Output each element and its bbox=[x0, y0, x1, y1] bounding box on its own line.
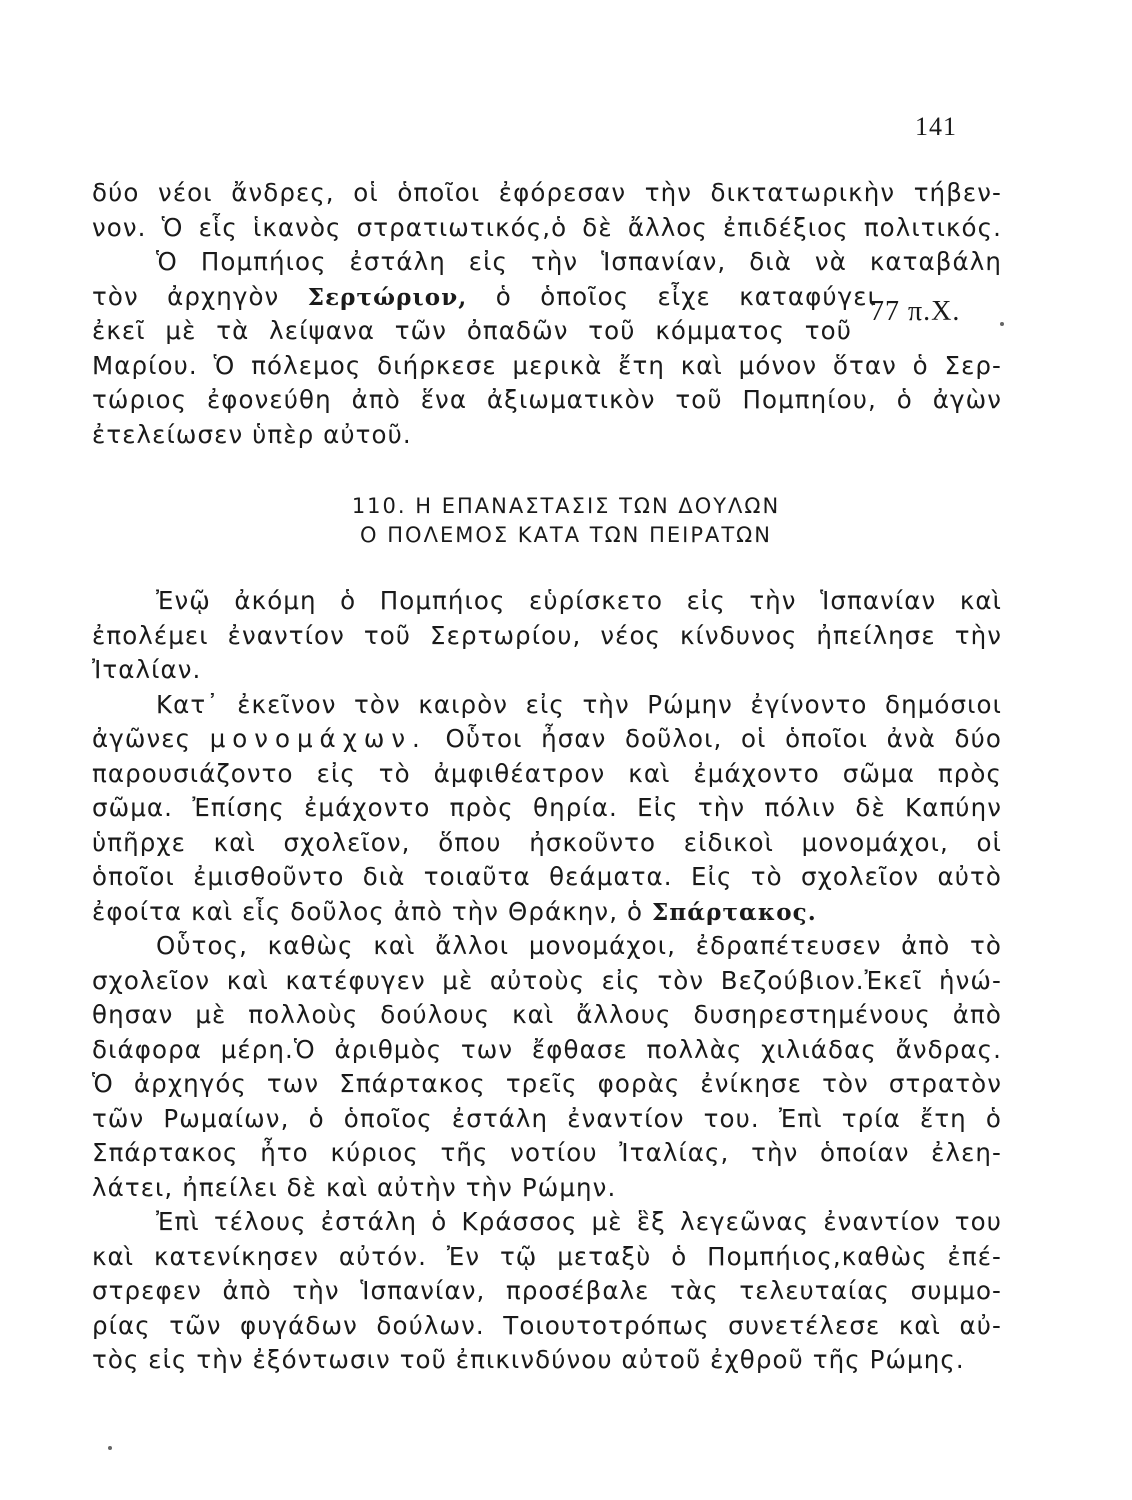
text-line: Μαρίου. Ὁ πόλεμος διήρκεσε μερικὰ ἔτη καὶ μόνον ὅταν ὁ Σερ- bbox=[92, 350, 1002, 380]
text-line: στρεφεν ἀπὸ τὴν Ἱσπανίαν, προσέβαλε τὰς τελευταίας συμμο- bbox=[92, 1276, 1002, 1305]
text-line: ὁποῖοι ἐμισθοῦντο διὰ τοιαῦτα θεάματα. Εἰς τὸ σχολεῖον αὐτὸ bbox=[92, 862, 1002, 891]
text-line: Ἰταλίαν. bbox=[92, 655, 202, 684]
text-fragment: ὁ ὁποῖος εἶχε καταφύγει bbox=[495, 281, 878, 311]
text-line: ἐπολέμει ἐναντίον τοῦ Σερτωρίου, νέος κίνδυνος ἠπείλησε τὴν bbox=[92, 620, 1002, 650]
text-line: παρουσιάζοντο εἰς τὸ ἀμφιθέατρον καὶ ἐμάχοντο σῶμα πρὸς bbox=[92, 758, 1002, 788]
text-line: τῶν Ρωμαίων, ὁ ὁποῖος ἐστάλη ἐναντίον του. Ἐπὶ τρία ἔτη ὁ bbox=[92, 1103, 1002, 1133]
text-line: δύο νέοι ἄνδρες, οἱ ὁποῖοι ἐφόρεσαν τὴν δικτατωρικὴν τήβεν- bbox=[92, 178, 1002, 207]
text-line: σῶμα. Ἐπίσης ἐμάχοντο πρὸς θηρία. Εἰς τὴν πόλιν δὲ Καπύην bbox=[92, 793, 1002, 822]
text-line: ρίας τῶν φυγάδων δούλων. Τοιουτοτρόπως συνετέλεσε καὶ αὐ- bbox=[92, 1310, 1002, 1340]
text-line: ἐκεῖ μὲ τὰ λείψανα τῶν ὀπαδῶν τοῦ κόμματος τοῦ bbox=[92, 316, 852, 345]
text-line bbox=[92, 722, 1002, 757]
text-fragment: τὸν ἀρχηγὸν bbox=[92, 281, 280, 311]
text-line: ὑπῆρχε καὶ σχολεῖον, ὅπου ἠσκοῦντο εἰδικοὶ μονομάχοι, οἱ bbox=[92, 827, 1002, 857]
text-fragment: Οὗτοι ἦσαν δοῦλοι, οἱ ὁποῖοι ἀνὰ δύο bbox=[445, 724, 1003, 753]
text-line: νον. Ὁ εἷς ἱκανὸς στρατιωτικός,ὁ δὲ ἄλλος ἐπιδέξιος πολιτικός. bbox=[92, 212, 1002, 242]
text-line: Κατ᾽ ἐκεῖνον τὸν καιρὸν εἰς τὴν Ρώμην ἐγίνοντο δημόσιοι bbox=[156, 689, 1002, 719]
text-line: Ἐπὶ τέλους ἐστάλη ὁ Κράσσος μὲ ἓξ λεγεῶνας ἐναντίον του bbox=[156, 1207, 1002, 1236]
section-heading bbox=[0, 492, 1132, 550]
heading-line: Ο ΠΟΛΕΜΟΣ ΚΑΤΑ ΤΩΝ ΠΕΙΡΑΤΩΝ bbox=[360, 523, 772, 547]
text-line: καὶ κατενίκησεν αὐτόν. Ἐν τῷ μεταξὺ ὁ Πομπήιος,καθὼς ἐπέ- bbox=[92, 1241, 1002, 1271]
text-fragment: ἀγῶνες bbox=[92, 724, 192, 753]
margin-date-note: 77 π.Χ. bbox=[870, 296, 961, 327]
text-line: Ὁ Πομπήιος ἐστάλη εἰς τὴν Ἱσπανίαν, διὰ νὰ καταβάλη bbox=[156, 247, 1002, 276]
text-line: τώριος ἐφονεύθη ἀπὸ ἕνα ἀξιωματικὸν τοῦ Πομπηίου, ὁ ἀγὼν bbox=[92, 385, 1002, 414]
text-fragment: ἐφοίτα καὶ εἷς δοῦλος ἀπὸ τὴν Θράκην, ὁ bbox=[92, 896, 644, 926]
text-line: Ἐνῷ ἀκόμη ὁ Πομπήιος εὑρίσκετο εἰς τὴν Ἱσπανίαν καὶ bbox=[156, 586, 1002, 615]
intro-paragraph bbox=[92, 176, 1002, 452]
text-line: τὸς εἰς τὴν ἐξόντωσιν τοῦ ἐπικινδύνου αὐτοῦ ἐχθροῦ τῆς Ρώμης. bbox=[92, 1345, 965, 1374]
text-line: Ὁ ἀρχηγός των Σπάρτακος τρεῖς φορὰς ἐνίκησε τὸν στρατὸν bbox=[92, 1069, 1002, 1098]
scan-speck bbox=[108, 1446, 112, 1450]
text-line: λάτει, ἠπείλει δὲ καὶ αὐτὴν τὴν Ρώμην. bbox=[92, 1172, 617, 1202]
text-line: θησαν μὲ πολλοὺς δούλους καὶ ἄλλους δυσηρεστημένους ἀπὸ bbox=[92, 1000, 1002, 1029]
text-line bbox=[92, 895, 1002, 930]
heading-line: 110. Η ΕΠΑΝΑΣΤΑΣΙΣ ΤΩΝ ΔΟΥΛΩΝ bbox=[351, 494, 781, 518]
scan-speck bbox=[1000, 322, 1004, 326]
emphasized-name: Σπάρτακος. bbox=[651, 898, 817, 926]
spaced-word: μονομάχων. bbox=[209, 724, 427, 753]
text-line bbox=[92, 280, 877, 315]
body-text bbox=[92, 584, 1002, 1378]
text-line: Σπάρτακος ἦτο κύριος τῆς νοτίου Ἰταλίας, τὴν ὁποίαν ἐλεη- bbox=[92, 1138, 1002, 1167]
text-line: Οὗτος, καθὼς καὶ ἄλλοι μονομάχοι, ἐδραπέτευσεν ἀπὸ τὸ bbox=[156, 931, 1002, 960]
emphasized-name: Σερτώριον, bbox=[307, 283, 468, 311]
text-line: σχολεῖον καὶ κατέφυγεν μὲ αὐτοὺς εἰς τὸν Βεζούβιον.Ἐκεῖ ἡνώ- bbox=[92, 965, 1002, 995]
text-line: διάφορα μέρη.Ὁ ἀριθμὸς των ἔφθασε πολλὰς χιλιάδας ἄνδρας. bbox=[92, 1034, 1002, 1064]
text-line: ἐτελείωσεν ὑπὲρ αὐτοῦ. bbox=[92, 419, 412, 449]
page-number: 141 bbox=[915, 112, 957, 141]
